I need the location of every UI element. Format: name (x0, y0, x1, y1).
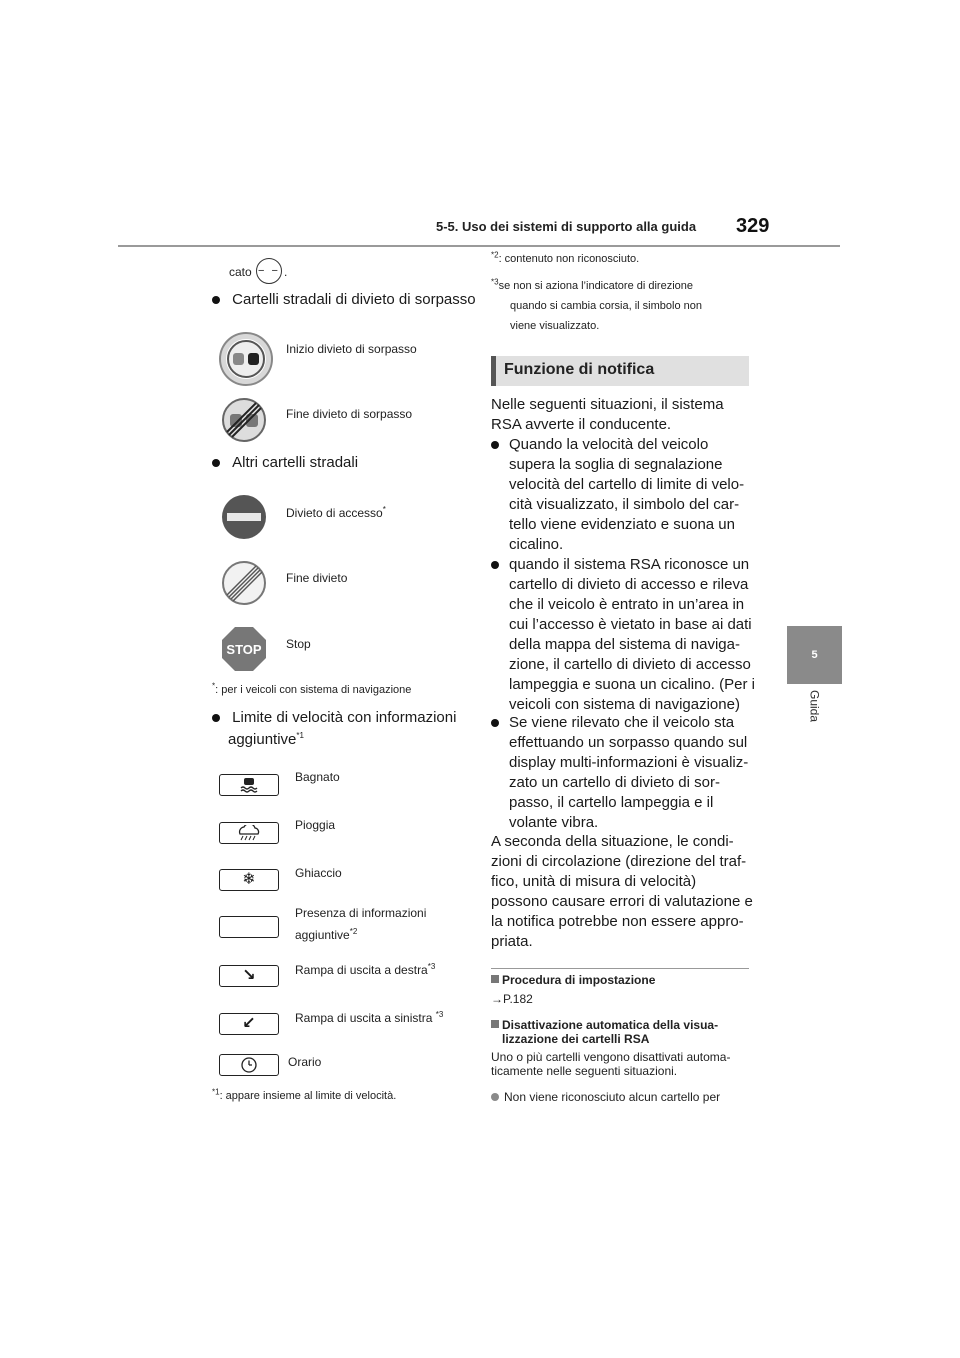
unknown-speed-icon: − − (256, 258, 282, 284)
procedure-heading: Procedura di impostazione (491, 973, 655, 987)
note-star: *: per i veicoli con sistema di navigazione (212, 681, 412, 696)
ice-label: Ghiaccio (295, 866, 342, 880)
bullet-dot-icon (491, 561, 499, 569)
wet-label: Bagnato (295, 770, 340, 784)
notification-bullet-1: Quando la velocità del veicolo supera la soglia di segnalazione velocità del cartello di limite di velo- cità visualizzato, il simbolo del car- tello viene evidenziato e suona un cicalino. (491, 435, 761, 555)
additional-info-label: Presenza di informazioni aggiuntive$^{*2}$ (295, 906, 427, 942)
speed-heading-line2: aggiuntive (228, 731, 297, 748)
chapter-tab-number: 5 (787, 626, 842, 684)
no-entry-sign-icon (221, 494, 267, 540)
exit-left-arrow-icon: ↙ (219, 1013, 279, 1035)
bullet-dot-icon (212, 459, 220, 467)
time-label: Orario (288, 1055, 322, 1069)
wet-road-icon (219, 774, 279, 796)
other-heading: Altri cartelli stradali (232, 454, 359, 471)
auto-off-bullet: Non viene riconosciuto alcun cartello per (491, 1090, 720, 1104)
round-bullet-icon (491, 1093, 499, 1101)
cato-text: cato (229, 265, 252, 279)
subsection-divider (491, 968, 749, 969)
chapter-tab-label: Guida (807, 690, 822, 723)
header-section-title: 5-5. Uso dei sistemi di supporto alla guida (436, 219, 697, 234)
no-entry-label: Divieto di accesso* (286, 505, 386, 520)
note-3: $^{*3}$se non si aziona l’indicatore di direzione quando si cambia corsia, il simbolo non viene visualizzato. (491, 277, 702, 332)
no-overtaking-start-sign-icon (221, 334, 271, 384)
bullet-dot-icon (491, 441, 499, 449)
note-2: $^{*2}$: contenuto non riconosciuto. (491, 250, 640, 265)
stop-label: Stop (286, 637, 311, 651)
exit-right-label: Rampa di uscita a destra$^{*3}$ (295, 962, 436, 977)
notification-bullet-3: Se viene rilevato che il veicolo sta effettuando un sorpasso quando sul display multi-informazioni è visualiz- zato un cartello di divieto di sor- passo, il cartello lampeggia e il volante vibra. (491, 713, 761, 833)
notification-bullet-2: quando il sistema RSA riconosce un cartello di divieto di accesso e rileva che il veicolo è entrato in un’area in cui l’accesso è vietato in base ai dati della mappa del sistema di naviga- zione, il cartello di divieto di accesso lampeggia e suona un cicalino. (Per i veicoli con sistema di navigazione) (491, 555, 761, 715)
note-1: $^{*1}$: appare insieme al limite di velocità. (212, 1087, 397, 1102)
exit-right-arrow-icon: ↘ (219, 965, 279, 987)
square-bullet-icon (491, 975, 499, 983)
bullet-overtaking (212, 290, 476, 310)
end-restriction-label: Fine divieto (286, 571, 348, 585)
additional-info-icon (219, 916, 279, 938)
end-restriction-sign-icon (221, 560, 267, 606)
bullet-dot-icon (212, 296, 220, 304)
bullet-dot-icon (212, 714, 220, 722)
auto-off-text: Uno o più cartelli vengono disattivati automa- ticamente nelle seguenti situazioni. (491, 1050, 731, 1078)
procedure-page-ref: →P.182 (491, 992, 533, 1006)
intro-paragraph: Nelle seguenti situazioni, il sistema RSA avverte il conducente. (491, 396, 724, 433)
page-number: 329 (736, 215, 770, 237)
section-title: Funzione di notifica (504, 361, 655, 378)
ice-icon: ❄ (219, 869, 279, 891)
bullet-dot-icon (491, 719, 499, 727)
overtaking-end-label: Fine divieto di sorpasso (286, 407, 413, 421)
stop-sign-text: STOP (226, 642, 262, 657)
stop-sign-icon (221, 626, 267, 672)
rain-label: Pioggia (295, 818, 336, 832)
clock-icon (219, 1054, 279, 1076)
bullet-speed: Limite di velocità con informazioni aggiuntive$^{*1}$ (212, 707, 456, 751)
speed-heading-line1: Limite di velocità con informazioni (232, 709, 457, 726)
overtaking-heading: Cartelli stradali di divieto di sorpasso (232, 291, 476, 308)
accuracy-paragraph: A seconda della situazione, le condi- zioni di circolazione (direzione del traf- fico, unità di misura di velocità) possono causare errori di valutazione e la notifica potrebbe non essere appro- priata. (491, 833, 753, 950)
rain-icon (219, 822, 279, 844)
square-bullet-icon (491, 1020, 499, 1028)
overtaking-start-label: Inizio divieto di sorpasso (286, 342, 417, 356)
auto-off-heading: Disattivazione automatica della visua- lizzazione dei cartelli RSA (491, 1018, 718, 1046)
cato-period: . (284, 265, 288, 279)
no-overtaking-end-sign-icon (221, 397, 267, 443)
exit-left-label: Rampa di uscita a sinistra $^{*3}$ (295, 1010, 444, 1025)
header-divider (118, 245, 840, 247)
bullet-other (212, 453, 358, 473)
